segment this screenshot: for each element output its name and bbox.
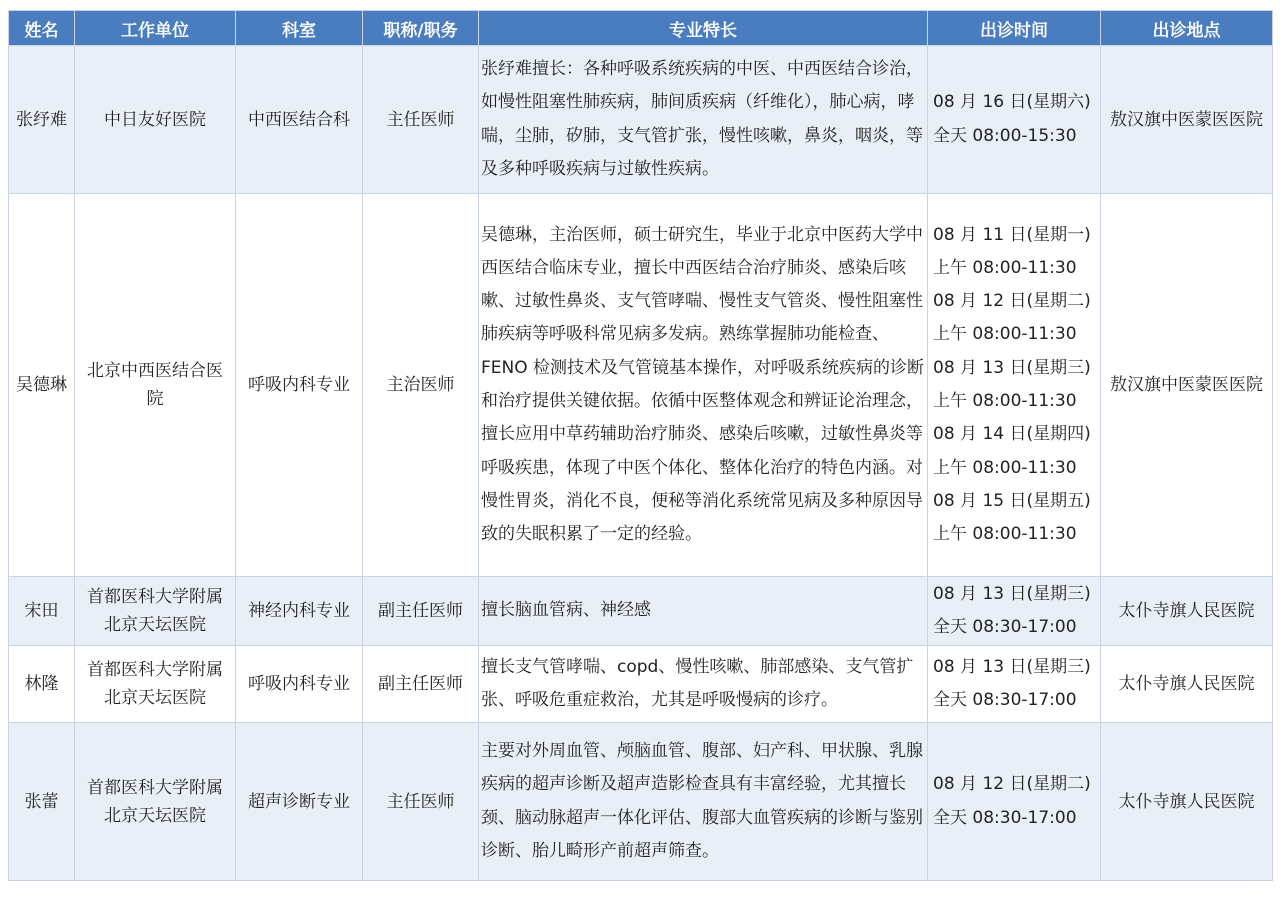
department: 呼吸内科专业 [236,194,363,577]
clinic-time-line: 上午 08:00-11:30 [933,524,1077,545]
table-row [9,646,1273,723]
clinic-time-line: 08 月 14 日(星期四) [933,424,1091,445]
clinic-time-line: 上午 08:00-11:30 [933,257,1077,278]
clinic-location: 太仆寺旗人民医院 [1101,577,1273,646]
clinic-time-line: 08 月 11 日(星期一) [933,224,1091,245]
clinic-location: 太仆寺旗人民医院 [1101,646,1273,723]
specialty: 吴德琳，主治医师，硕士研究生，毕业于北京中医药大学中西医结合临床专业，擅长中西医结合治疗肺炎、感染后咳嗽、过敏性鼻炎、支气管哮喘、慢性支气管炎、慢性阻塞性肺疾病等呼吸科常见病多发病。熟练掌握肺功能检查、FENO 检测技术及气管镜基本操作，对呼吸系统疾病的诊断和治疗提供关键依据。依循中医整体观念和辨证论治理念，擅长应用中草药辅助治疗肺炎、感染后咳嗽，过敏性鼻炎等呼吸疾患，体现了中医个体化、整体化治疗的特色内涵。对慢性胃炎，消化不良，便秘等消化系统常见病及多种原因导致的失眠积累了一定的经验。 [479,194,928,577]
table-row [9,194,1273,577]
table-row [9,46,1273,194]
clinic-time-line: 08 月 15 日(星期五) [933,490,1091,511]
doctor-schedule-table [8,10,1273,881]
doctor-name: 张纾难 [9,46,75,194]
clinic-time [928,723,1101,881]
clinic-time-line: 全天 08:30-17:00 [933,690,1077,710]
header-specialty: 专业特长 [479,11,928,46]
header-unit: 工作单位 [75,11,236,46]
clinic-time [928,194,1101,577]
header-name: 姓名 [9,11,75,46]
specialty: 擅长支气管哮喘、copd、慢性咳嗽、肺部感染、支气管扩张、呼吸危重症救治，尤其是呼吸慢病的诊疗。 [479,646,928,723]
clinic-time-line: 上午 08:00-11:30 [933,324,1077,345]
work-unit: 首都医科大学附属北京天坛医院 [75,723,236,881]
work-unit: 北京中西医结合医院 [75,194,236,577]
department: 超声诊断专业 [236,723,363,881]
doctor-name: 宋田 [9,577,75,646]
table-row [9,723,1273,881]
job-title: 副主任医师 [363,577,479,646]
header-title: 职称/职务 [363,11,479,46]
department: 神经内科专业 [236,577,363,646]
clinic-location: 敖汉旗中医蒙医医院 [1101,194,1273,577]
work-unit: 中日友好医院 [75,46,236,194]
job-title: 主任医师 [363,46,479,194]
specialty: 主要对外周血管、颅脑血管、腹部、妇产科、甲状腺、乳腺疾病的超声诊断及超声造影检查具有丰富经验，尤其擅长颈、脑动脉超声一体化评估、腹部大血管疾病的诊断与鉴别诊断、胎儿畸形产前超声筛查。 [479,723,928,881]
clinic-time-line: 上午 08:00-11:30 [933,391,1077,411]
header-row [9,11,1273,46]
clinic-time [928,646,1101,723]
clinic-time-line: 08 月 12 日(星期二) [933,774,1091,795]
department: 中西医结合科 [236,46,363,194]
clinic-time-line: 全天 08:30-17:00 [933,807,1077,828]
doctor-name: 林隆 [9,646,75,723]
job-title: 主任医师 [363,723,479,881]
specialty: 张纾难擅长：各种呼吸系统疾病的中医、中西医结合诊治，如慢性阻塞性肺疾病，肺间质疾病（纤维化），肺心病，哮喘，尘肺，矽肺，支气管扩张，慢性咳嗽，鼻炎，咽炎，等及多种呼吸疾病与过敏性疾病。 [479,46,928,194]
header-location: 出诊地点 [1101,11,1273,46]
header-dept: 科室 [236,11,363,46]
clinic-time-line: 08 月 16 日(星期六) [933,92,1091,113]
job-title: 主治医师 [363,194,479,577]
doctor-name: 吴德琳 [9,194,75,577]
department: 呼吸内科专业 [236,646,363,723]
doctor-name: 张蕾 [9,723,75,881]
clinic-location: 太仆寺旗人民医院 [1101,723,1273,881]
clinic-time [928,46,1101,194]
specialty: 擅长脑血管病、神经感 [479,577,928,646]
work-unit: 首都医科大学附属北京天坛医院 [75,646,236,723]
clinic-time-line: 08 月 12 日(星期二) [933,291,1091,312]
clinic-time-line: 全天 08:00-15:30 [933,125,1077,146]
job-title: 副主任医师 [363,646,479,723]
clinic-location: 敖汉旗中医蒙医医院 [1101,46,1273,194]
table-row [9,577,1273,646]
clinic-time-line: 全天 08:30-17:00 [933,617,1077,637]
header-time: 出诊时间 [928,11,1101,46]
clinic-time-line: 08 月 13 日(星期三) [933,656,1091,677]
clinic-time-line: 上午 08:00-11:30 [933,457,1077,478]
clinic-time-line: 08 月 13 日(星期三) [933,357,1091,378]
work-unit: 首都医科大学附属北京天坛医院 [75,577,236,646]
clinic-time [928,577,1101,646]
clinic-time-line: 08 月 13 日(星期三) [933,583,1091,604]
